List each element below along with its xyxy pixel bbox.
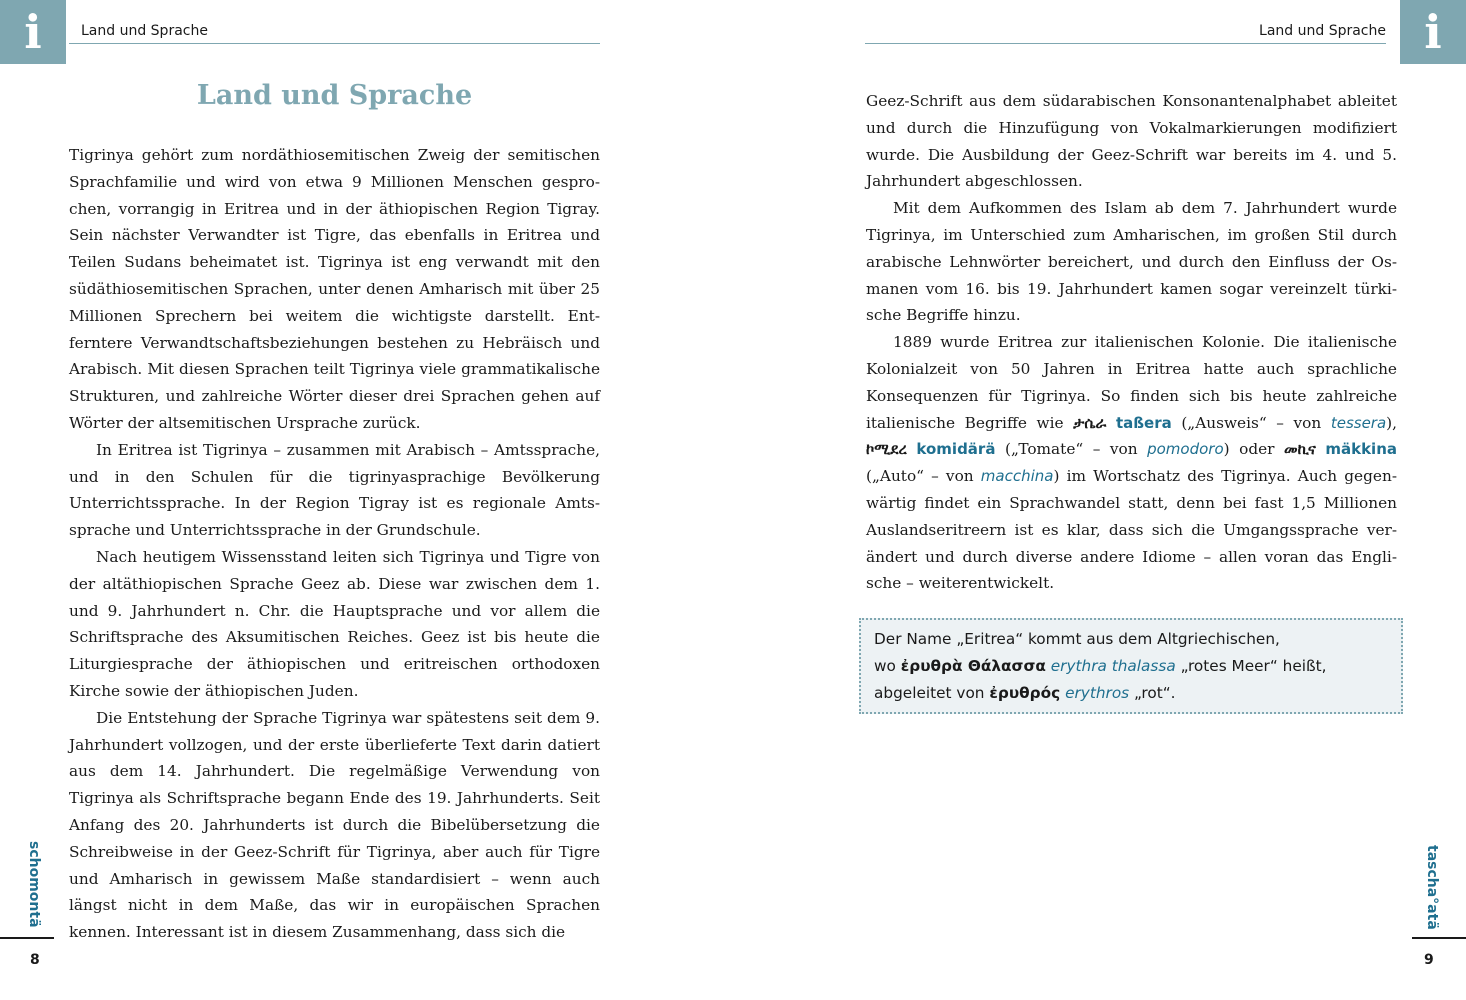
transliteration: mäkkina xyxy=(1325,440,1397,459)
text-run: ) oder xyxy=(1223,440,1285,459)
text-run: („Tomate“ – von xyxy=(995,440,1148,459)
text-run: („Auto“ – von xyxy=(866,467,981,486)
paragraph: Die Entstehung der Sprache Tigrinya war spätestens seit dem 9. Jahrhundert vollzogen, und der erste überlieferte Text darin datiert aus dem 14. Jahrhundert. Die regelmäßige Verwendung von Tigrinya als Schriftsprache begann Ende des 19. Jahrhunderts. Seit Anfang des 20. Jahrhunderts ist durch die Bibelübersetzung die Schreibweise in der Geez-Schrift für Tigrinya, aber auch für Tigre und Amharisch in gewissem Maße standardisiert – wenn auch längst nicht in dem Maße, das wir in europäischen Sprachen kennen. Interessant ist in diesem Zusammenhang, dass sich die xyxy=(69,708,600,942)
text-run: 1889 wurde Eritrea zur italienischen Kolonie. Die italienische Kolonialzeit von 50 Jahren in Eritrea hatte auch sprachliche Konsequenzen für Tigrinya. So finden sich bis heute zahlreiche italienische Begriffe wie xyxy=(866,333,1397,432)
transliteration: taßera xyxy=(1115,413,1172,432)
text-run: abgeleitet von xyxy=(874,684,990,702)
page-number: 8 xyxy=(30,952,40,968)
section-side-label: schomontä xyxy=(26,840,42,928)
ethiopic-word: መኪና xyxy=(1284,440,1316,459)
left-text-column xyxy=(69,142,600,946)
italian-source-word: tessera xyxy=(1330,413,1387,432)
info-box-line xyxy=(874,680,1387,707)
ethiopic-word: ኮሚደረ xyxy=(866,440,907,459)
text-run: „rotes Meer“ heißt, xyxy=(1175,657,1327,675)
page-number: 9 xyxy=(1424,952,1434,968)
info-box-line xyxy=(874,653,1387,680)
paragraph xyxy=(866,329,1397,597)
transliteration: erythra thalassa xyxy=(1050,657,1176,675)
paragraph: In Eritrea ist Tigrinya – zusammen mit Arabisch – Amtssprache, und in den Schulen für die tigrinyasprachige Bevölkerung Unterrichtssprache. In der Region Tigray ist es regionale Amtssprache und Unterrichtssprache in der Grundschule. xyxy=(69,440,600,540)
running-head: Land und Sprache xyxy=(69,23,600,44)
text-run: „rot“. xyxy=(1129,684,1176,702)
footer-rule xyxy=(0,937,54,939)
ethiopic-word: ታሴራ xyxy=(1073,413,1107,432)
info-tab-icon: i xyxy=(1400,0,1466,64)
paragraph: Geez-Schrift aus dem südarabischen Konsonantenalphabet ableitet und durch die Hinzufügung von Vokalmarkierungen modifiziert wurde. Die Ausbildung der Geez-Schrift war bereits im 4. und 5. Jahrhundert abgeschlossen. xyxy=(866,92,1397,191)
text-run: („Ausweis“ – von xyxy=(1171,413,1331,432)
text-run: wo xyxy=(874,657,901,675)
right-text-column xyxy=(866,88,1397,597)
section-side-label: tascha°atä xyxy=(1424,844,1440,930)
italian-source-word: pomodoro xyxy=(1147,440,1224,459)
greek-word: ἐρυθρὰ Θάλασσα xyxy=(900,657,1046,675)
info-tab-icon: i xyxy=(0,0,66,64)
page-title: Land und Sprache xyxy=(196,80,473,111)
running-head: Land und Sprache xyxy=(865,23,1386,44)
footer-rule xyxy=(1412,937,1466,939)
text-run: ) im Wortschatz des Tigrinya. Auch gegenwärtig findet ein Sprachwandel statt, denn bei fast 1,5 Millionen Auslandseritreern ist es klar, dass sich die Umgangssprache verändert und durch diverse andere Idiome – allen voran das Englische – weiterentwickelt. xyxy=(866,467,1397,593)
greek-word: ἐρυθρός xyxy=(989,684,1061,702)
transliteration: erythros xyxy=(1065,684,1130,702)
paragraph: Mit dem Aufkommen des Islam ab dem 7. Jahrhundert wurde Tigrinya, im Unterschied zum Amharischen, im großen Stil durch arabische Lehnwörter bereichert, und durch den Einfluss der Osmanen vom 16. bis 19. Jahrhundert kamen sogar vereinzelt türkische Begriffe hinzu. xyxy=(866,199,1397,325)
info-box-line: Der Name „Eritrea“ kommt aus dem Altgriechischen, xyxy=(874,630,1280,648)
transliteration: komidärä xyxy=(916,440,996,459)
italian-source-word: macchina xyxy=(980,467,1054,486)
paragraph: Tigrinya gehört zum nordäthiosemitischen Zweig der semitischen Sprachfamilie und wird von etwa 9 Millionen Menschen gesprochen, vorrangig in Eritrea und in der äthiopischen Region Tigray. Sein nächster Verwandter ist Tigre, das ebenfalls in Eritrea und Teilen Sudans beheimatet ist. Tigrinya ist eng verwandt mit den südäthiosemitischen Sprachen, unter denen Amharisch mit über 25 Millionen Sprechern bei weitem die wichtigste darstellt. Entferntere Verwandtschaftsbeziehungen bestehen zu Hebräisch und Arabisch. Mit diesen Sprachen teilt Tigrinya viele grammatikalische Strukturen, und zahlreiche Wörter dieser drei Sprachen gehen auf Wörter der altsemitischen Ursprache zurück. xyxy=(69,146,600,432)
info-box xyxy=(859,618,1403,714)
paragraph: Nach heutigem Wissensstand leiten sich Tigrinya und Tigre von der altäthiopischen Sprache Geez ab. Diese war zwischen dem 1. und 9. Jahrhundert n. Chr. die Hauptsprache und vor allem die Schriftsprache des Aksumitischen Reiches. Geez ist bis heute die Liturgiesprache der äthiopischen und eritreischen orthodoxen Kirche sowie der äthiopischen Juden. xyxy=(69,547,600,700)
text-run: ), xyxy=(1386,413,1397,432)
